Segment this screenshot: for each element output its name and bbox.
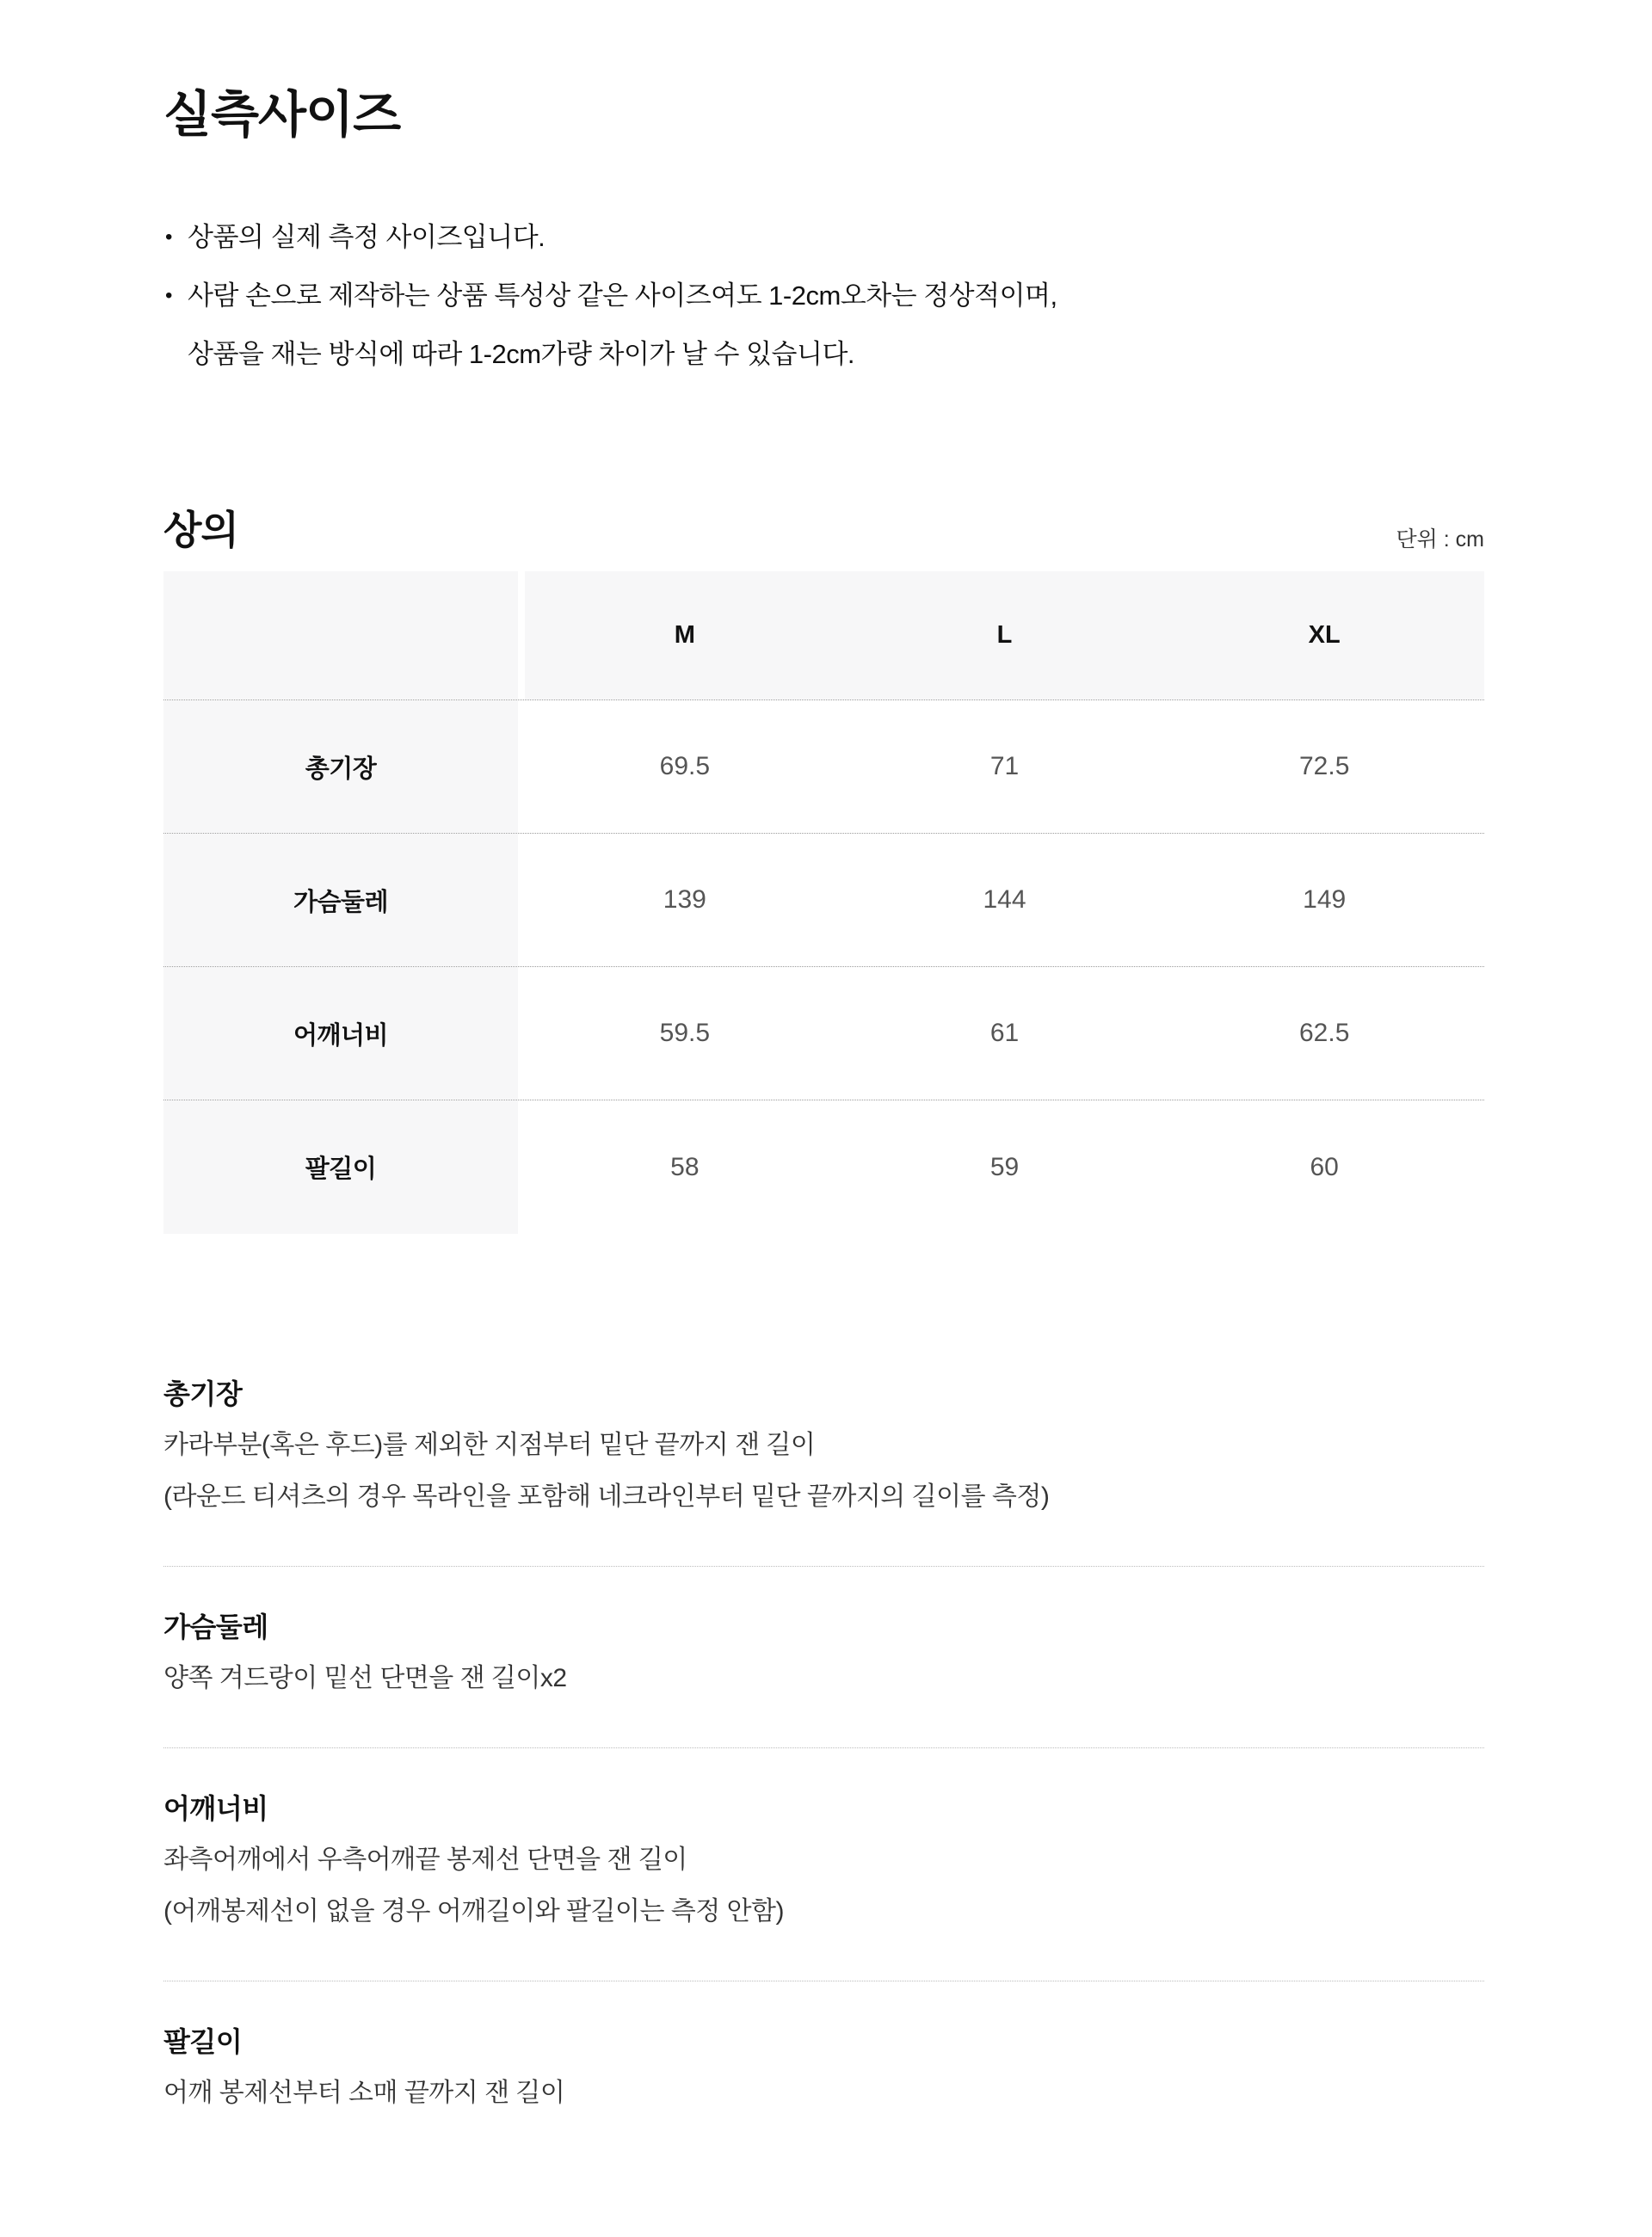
page-title: 실측사이즈 [163, 87, 401, 143]
size-table-header-cells [525, 571, 1484, 699]
size-table-header-row [163, 571, 1484, 700]
definition-block-sleeve [163, 1981, 1484, 2162]
size-value: 72.5 [1298, 752, 1350, 780]
unit-label: 단위 : cm [1396, 527, 1484, 552]
definition-term: 팔길이 [163, 2026, 243, 2057]
column-header-xl: XL [1308, 621, 1341, 649]
size-table [163, 571, 1484, 1234]
row-values [525, 834, 1484, 966]
measurement-definitions [163, 1373, 1484, 2162]
row-values [525, 1100, 1484, 1234]
size-value: 61 [989, 1019, 1020, 1047]
table-row-total-length [163, 700, 1484, 834]
size-value: 69.5 [659, 752, 711, 780]
definition-line: (라운드 티셔츠의 경우 목라인을 포함해 네크라인부터 밑단 끝까지의 길이를 측정) [163, 1482, 1050, 1511]
notes-list [163, 208, 1484, 384]
note-line: • 사람 손으로 제작하는 상품 특성상 같은 사이즈여도 1-2cm오차는 정상적이며, [163, 267, 1484, 325]
size-value: 60 [1310, 1152, 1339, 1181]
row-values [525, 967, 1484, 1100]
size-value: 62.5 [1298, 1019, 1350, 1047]
table-row-sleeve [163, 1100, 1484, 1234]
size-value: 139 [663, 885, 706, 914]
row-values [525, 700, 1484, 833]
column-header-l: L [996, 621, 1013, 649]
definition-block-total-length [163, 1373, 1484, 1567]
table-row-chest [163, 834, 1484, 967]
note-line: • 상품의 실제 측정 사이즈입니다. [163, 208, 1484, 267]
definition-line: 어깨 봉제선부터 소매 끝까지 잰 길이 [163, 2079, 565, 2107]
row-label: 가슴둘레 [163, 834, 518, 966]
definition-line: (어깨봉제선이 없을 경우 어깨길이와 팔길이는 측정 안함) [163, 1897, 785, 1926]
row-label: 총기장 [163, 700, 518, 833]
definition-term: 가슴둘레 [163, 1612, 268, 1642]
size-value: 144 [983, 885, 1026, 914]
row-label: 어깨너비 [163, 967, 518, 1100]
note-line-continuation: 상품을 재는 방식에 따라 1-2cm가량 차이가 날 수 있습니다. [188, 339, 855, 369]
definition-line: 카라부분(혹은 후드)를 제외한 지점부터 밑단 끝까지 잰 길이 [163, 1431, 816, 1459]
table-row-shoulder [163, 967, 1484, 1100]
definition-term: 총기장 [163, 1378, 243, 1409]
definition-block-shoulder [163, 1748, 1484, 1981]
row-label: 팔길이 [163, 1100, 518, 1234]
size-table-corner-cell [163, 571, 518, 699]
size-value: 59.5 [659, 1019, 711, 1047]
definition-line: 양쪽 겨드랑이 밑선 단면을 잰 길이x2 [163, 1664, 567, 1692]
size-value: 149 [1303, 885, 1347, 914]
definition-block-chest [163, 1567, 1484, 1748]
section-title: 상의 [163, 508, 238, 552]
size-value: 71 [989, 752, 1020, 780]
definition-term: 어깨너비 [163, 1793, 268, 1824]
definition-line: 좌측어깨에서 우측어깨끝 봉제선 단면을 잰 길이 [163, 1846, 687, 1874]
section-header [163, 506, 1484, 554]
size-value: 59 [989, 1152, 1020, 1181]
size-value: 58 [670, 1152, 700, 1181]
column-header-m: M [674, 621, 695, 649]
